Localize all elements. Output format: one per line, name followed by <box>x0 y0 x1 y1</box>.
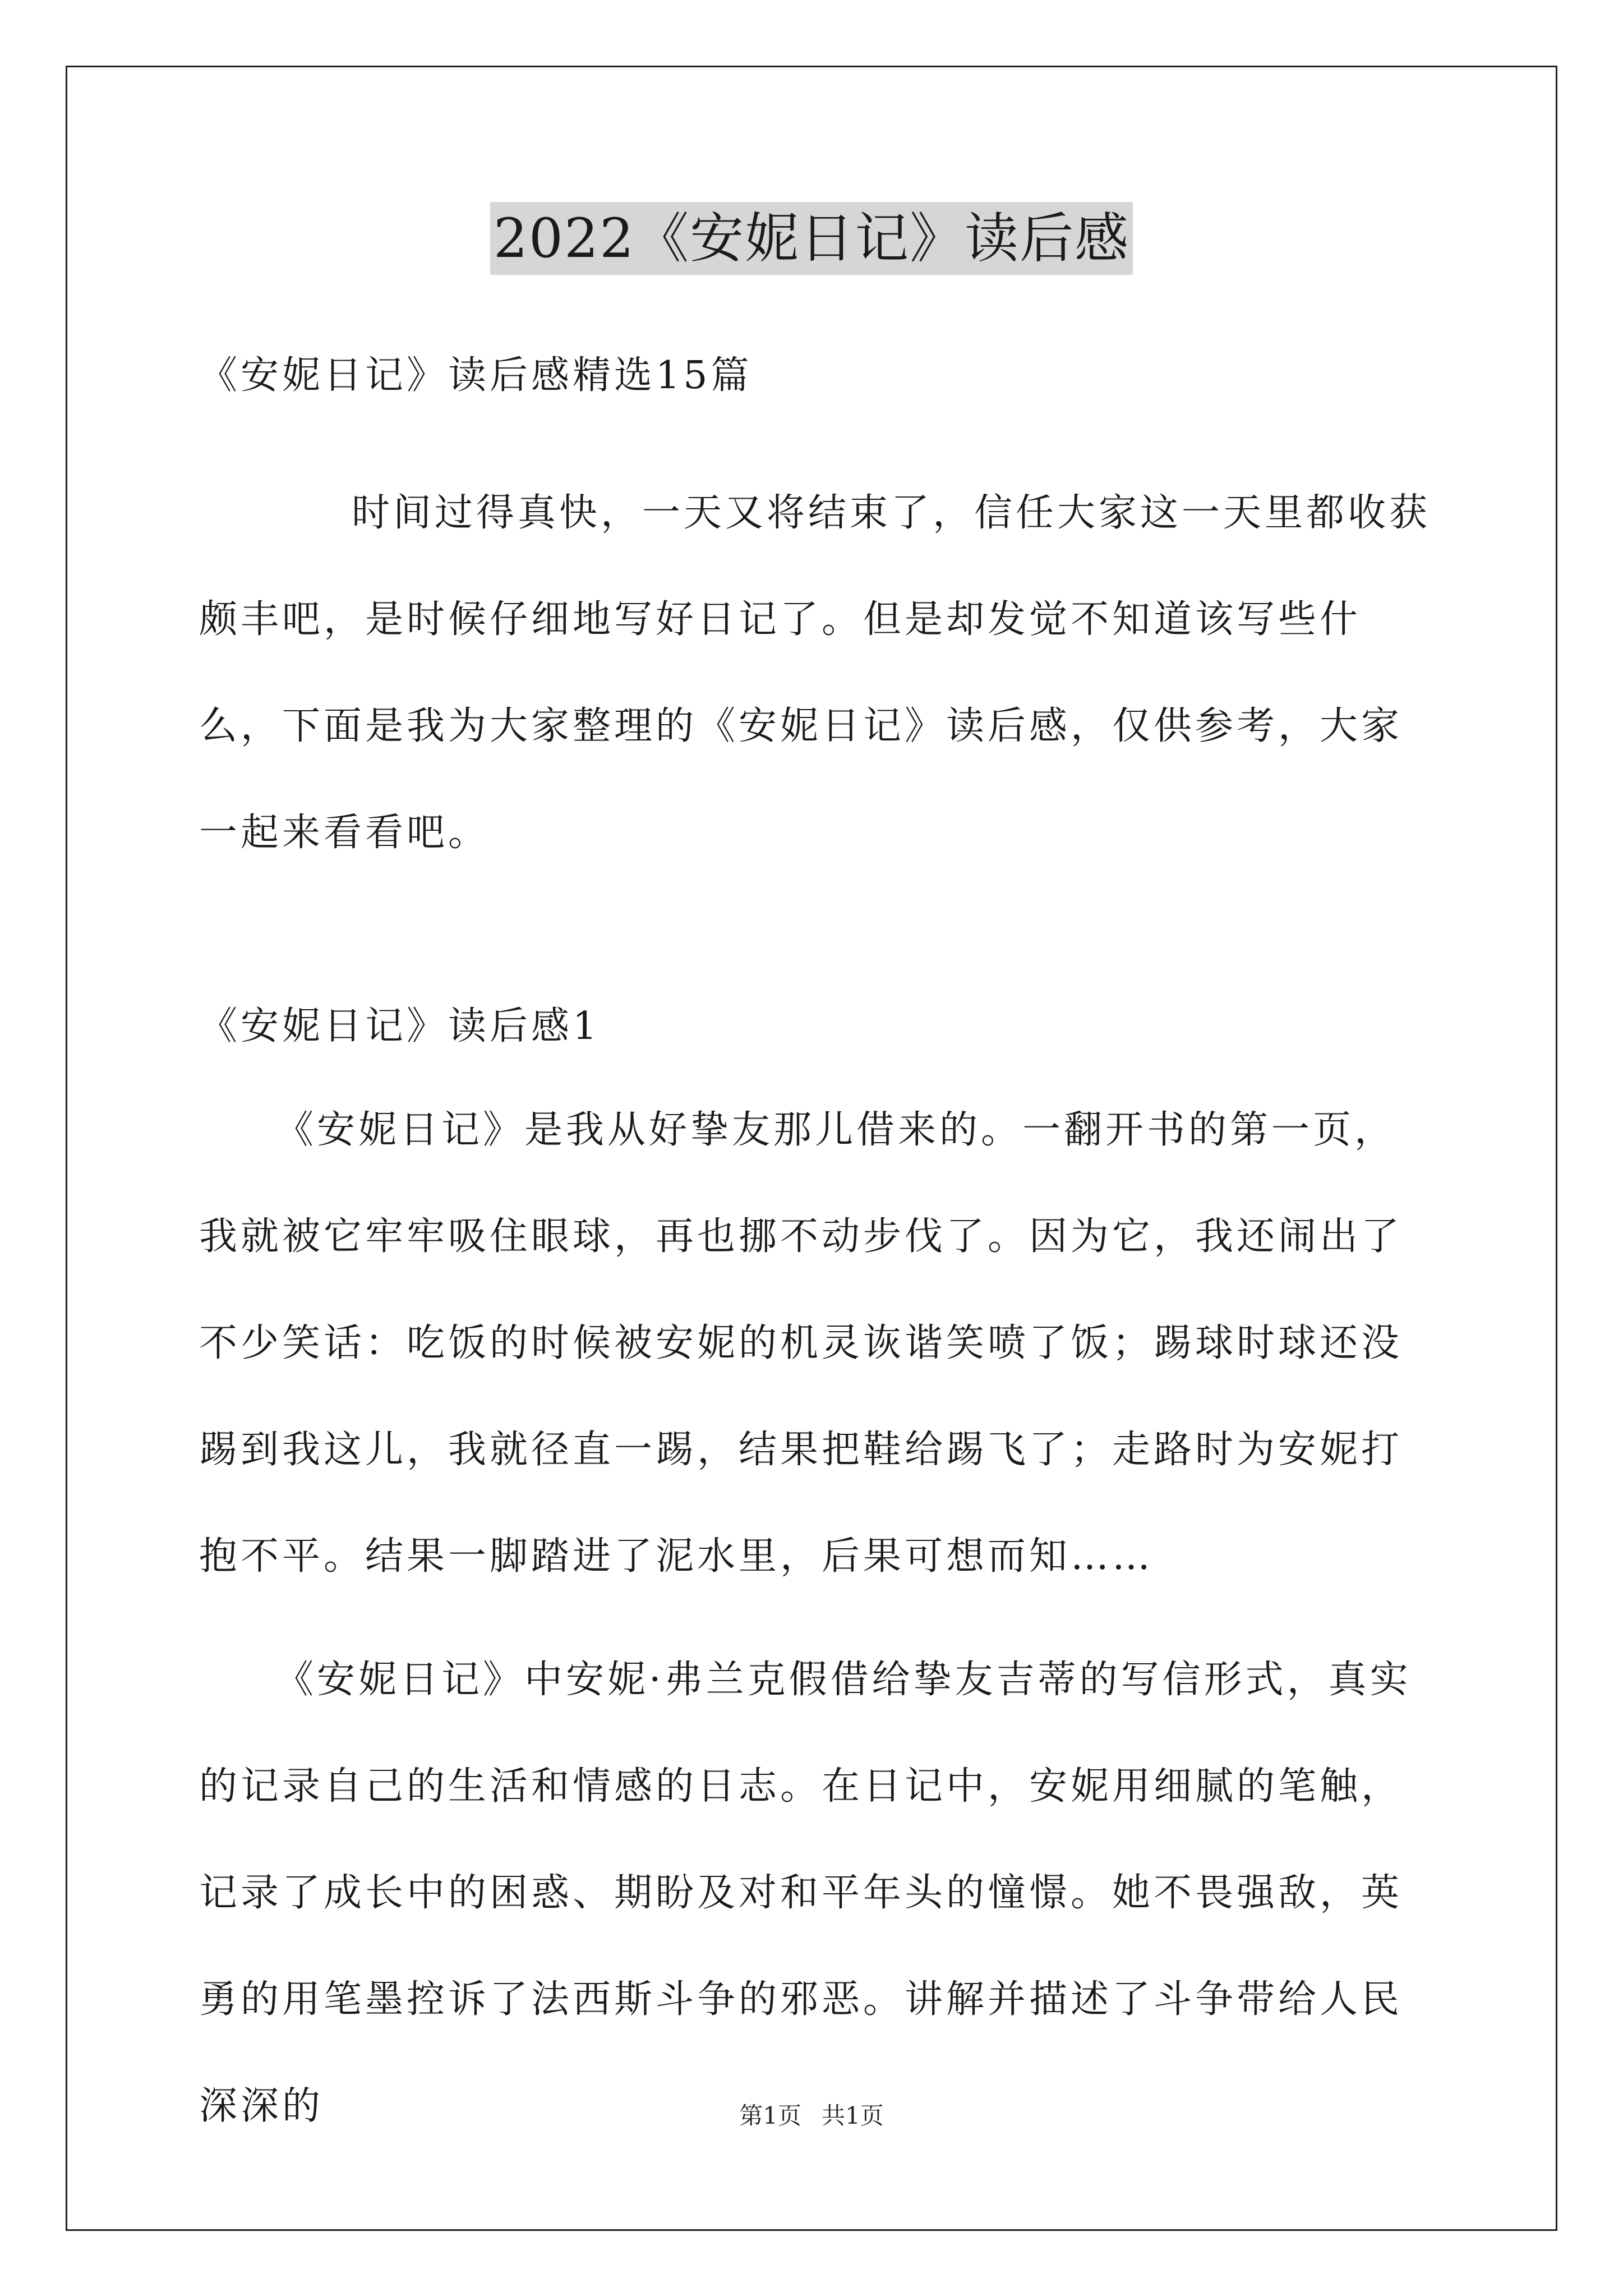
page-number-current: 第1页 <box>739 2102 801 2129</box>
page-footer <box>0 2099 1623 2133</box>
section-heading-1: 《安妮日记》读后感1 <box>199 1004 601 1048</box>
document-subtitle: 《安妮日记》读后感精选15篇 <box>199 353 753 398</box>
intro-paragraph: 时间过得真快，一天又将结束了，信任大家这一天里都收获颇丰吧，是时候仔细地写好日记了。但是却发觉不知道该写些什么，下面是我为大家整理的《安妮日记》读后感，仅供参考，大家一起来看看吧。 <box>199 491 1431 855</box>
section1-paragraph-2: 《安妮日记》中安妮·弗兰克假借给挚友吉蒂的写信形式，真实的记录自己的生活和情感的日志。在日记中，安妮用细腻的笔触，记录了成长中的困惑、期盼及对和平年头的憧憬。她不畏强敌，英勇的用笔墨控诉了法西斯斗争的邪恶。讲解并描述了斗争带给人民深深的 <box>199 1658 1412 2128</box>
page-number-total: 共1页 <box>822 2102 884 2129</box>
section1-paragraph-1: 《安妮日记》是我从好挚友那儿借来的。一翻开书的第一页，我就被它牢牢吸住眼球，再也挪不动步伐了。因为它，我还闹出了不少笑话：吃饭的时候被安妮的机灵诙谐笑喷了饭；踢球时球还没踢到我这儿，我就径直一踢，结果把鞋给踢飞了；走路时为安妮打抱不平。结果一脚踏进了泥水里，后果可想而知…… <box>199 1108 1403 1579</box>
document-title: 2022《安妮日记》读后感 <box>490 202 1133 275</box>
title-container <box>0 202 1623 275</box>
